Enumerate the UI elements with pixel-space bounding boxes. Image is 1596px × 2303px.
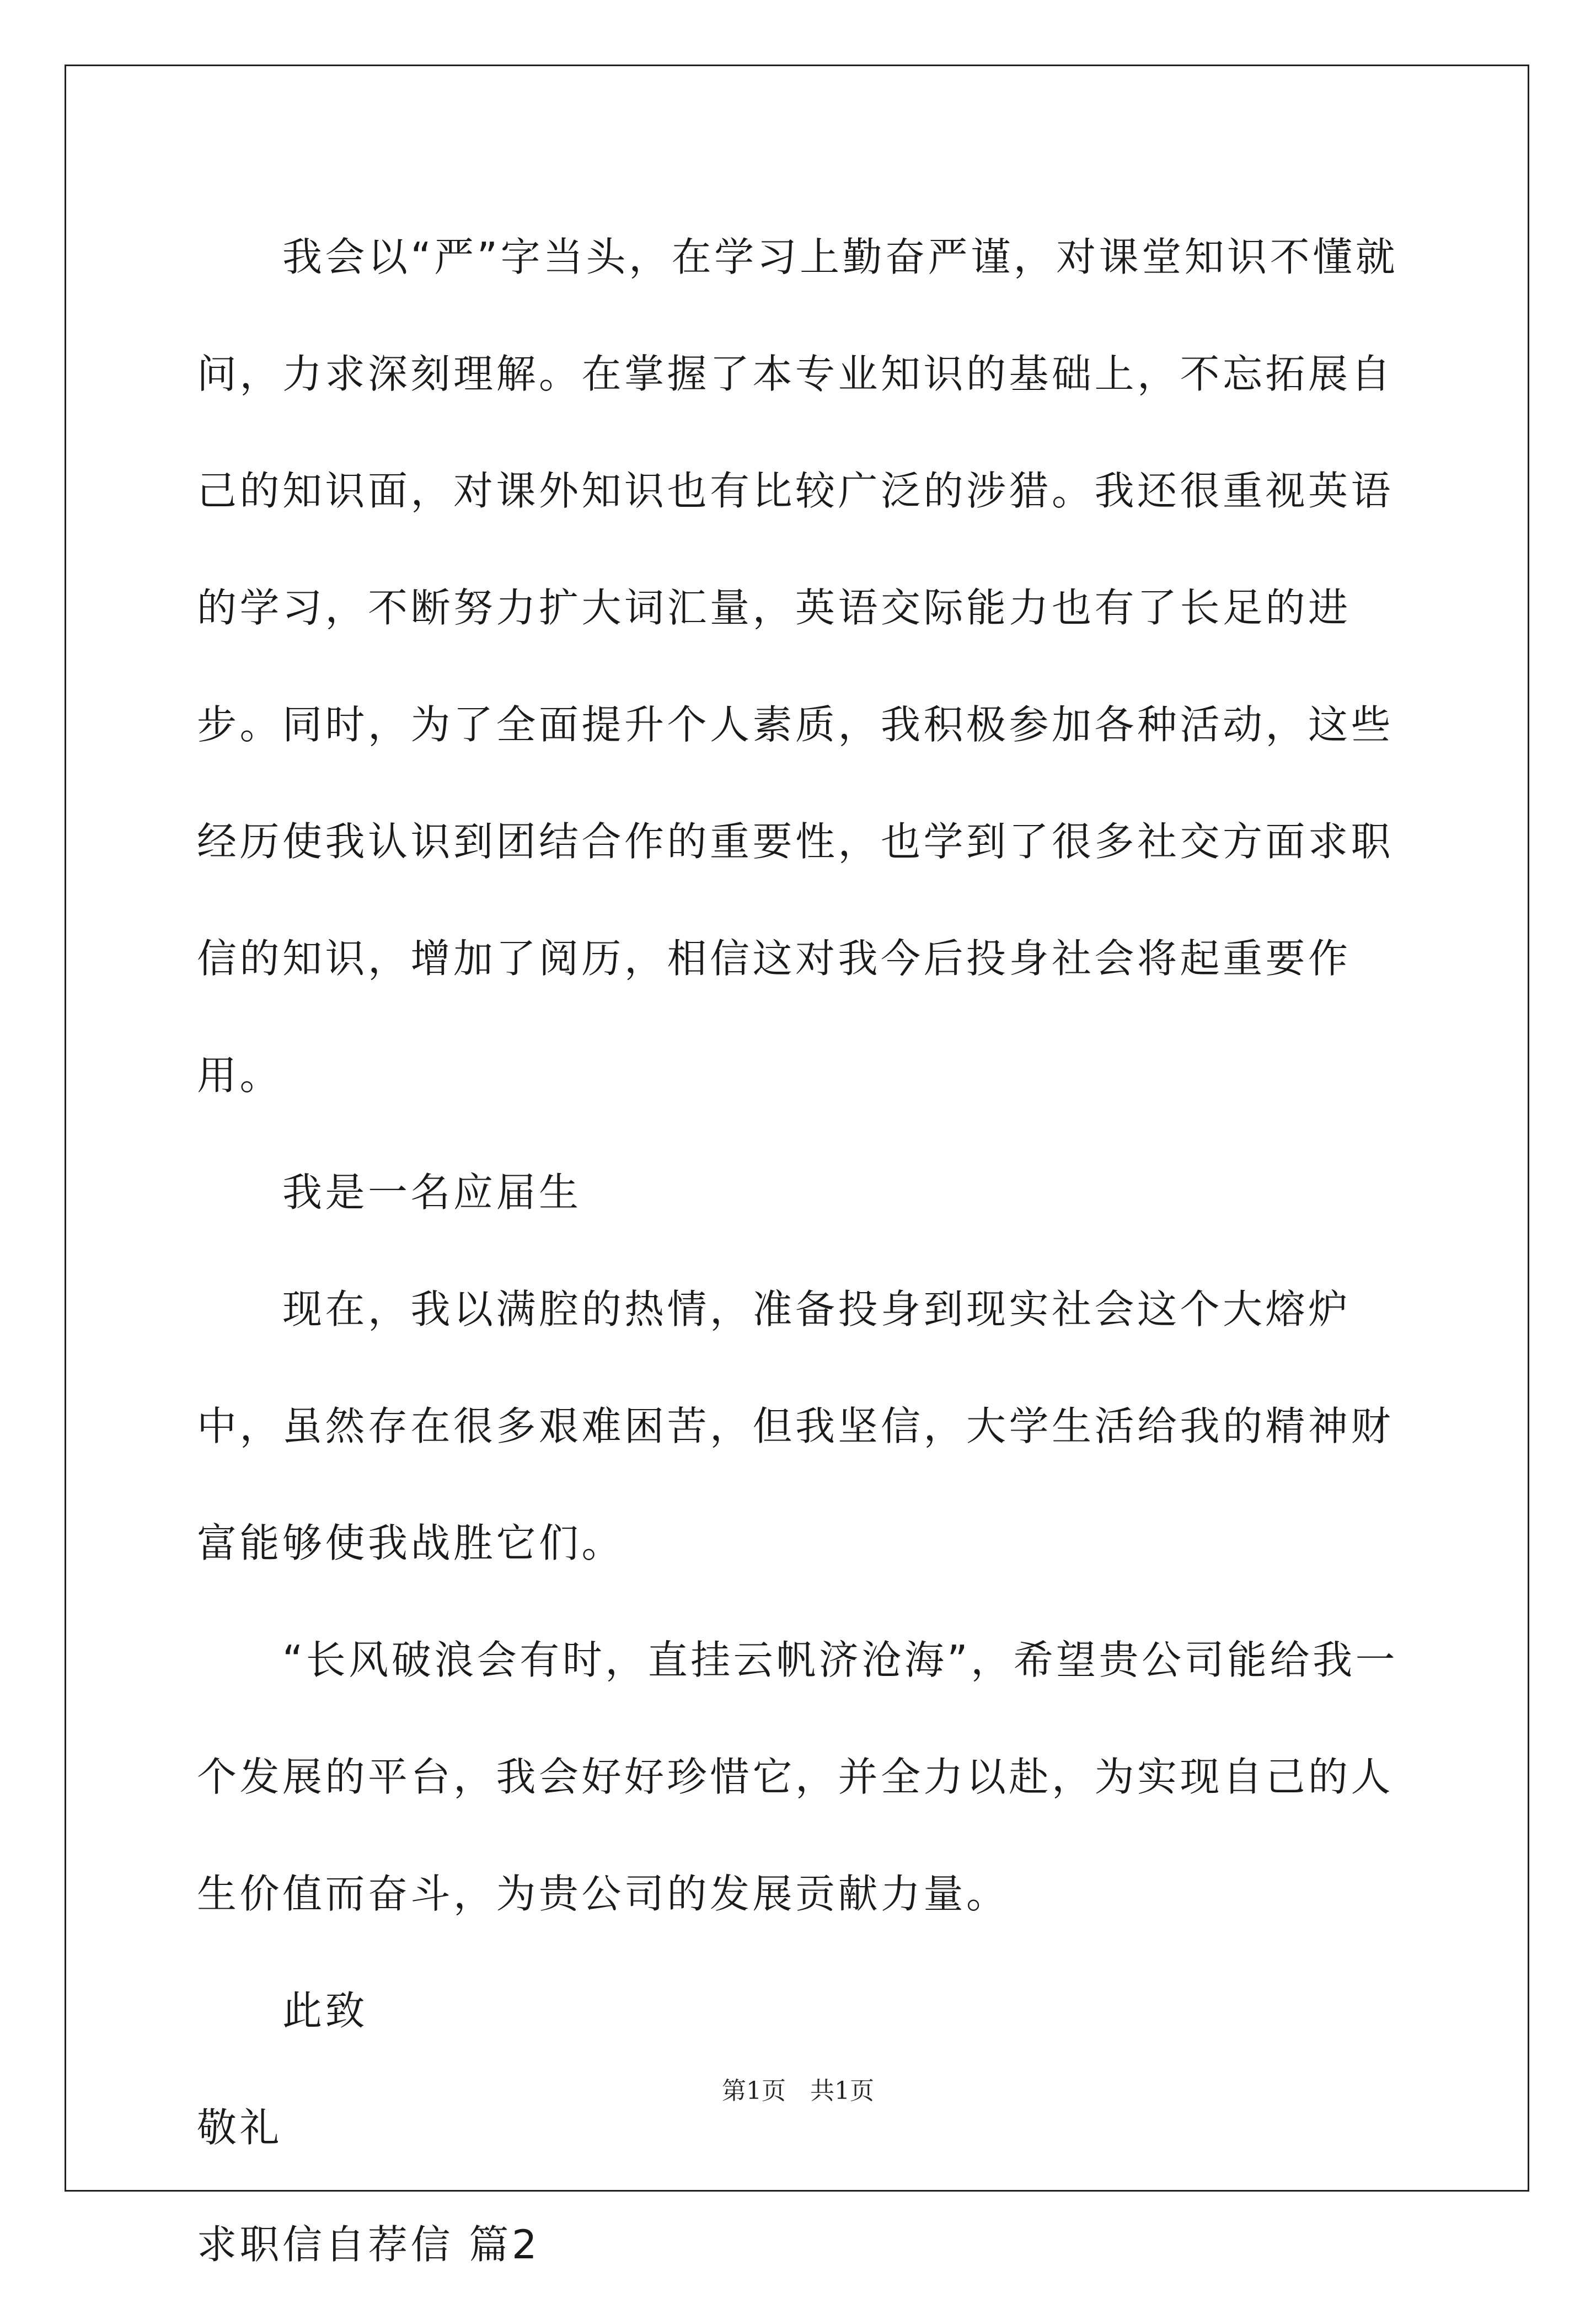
- salutation-cizhi: 此致: [282, 1988, 368, 2034]
- paragraph-quote: “长风破浪会有时，直挂云帆济沧海”，希望贵公司能给我一个发展的平台，我会好好珍惜它，并全力以赴，为实现自己的人生价值而奋斗，为贵公司的发展贡献力量。: [197, 1637, 1399, 1917]
- section-title: 求职信自荐信 篇2: [197, 2221, 540, 2268]
- paragraph-now: 现在，我以满腔的热情，准备投身到现实社会这个大熔炉中，虽然存在很多艰难困苦，但我坚信，大学生活给我的精神财富能够使我战胜它们。: [197, 1286, 1394, 1566]
- letter-body: [197, 199, 1410, 2303]
- paragraph-study: 我会以“严”字当头，在学习上勤奋严谨，对课堂知识不懂就问，力求深刻理解。在掌握了本专业知识的基础上，不忘拓展自己的知识面，对课外知识也有比较广泛的涉猎。我还很重视英语的学习，不断努力扩大词汇量，英语交际能力也有了长足的进步。同时，为了全面提升个人素质，我积极参加各种活动，这些经历使我认识到团结合作的重要性，也学到了很多社交方面求职信的知识，增加了阅历，相信这对我今后投身社会将起重要作用。: [197, 234, 1399, 1099]
- paragraph-graduate: 我是一名应届生: [282, 1169, 582, 1215]
- page-footer: 第1页 共1页: [722, 2077, 874, 2105]
- closing-jingli: 敬礼: [197, 2104, 283, 2151]
